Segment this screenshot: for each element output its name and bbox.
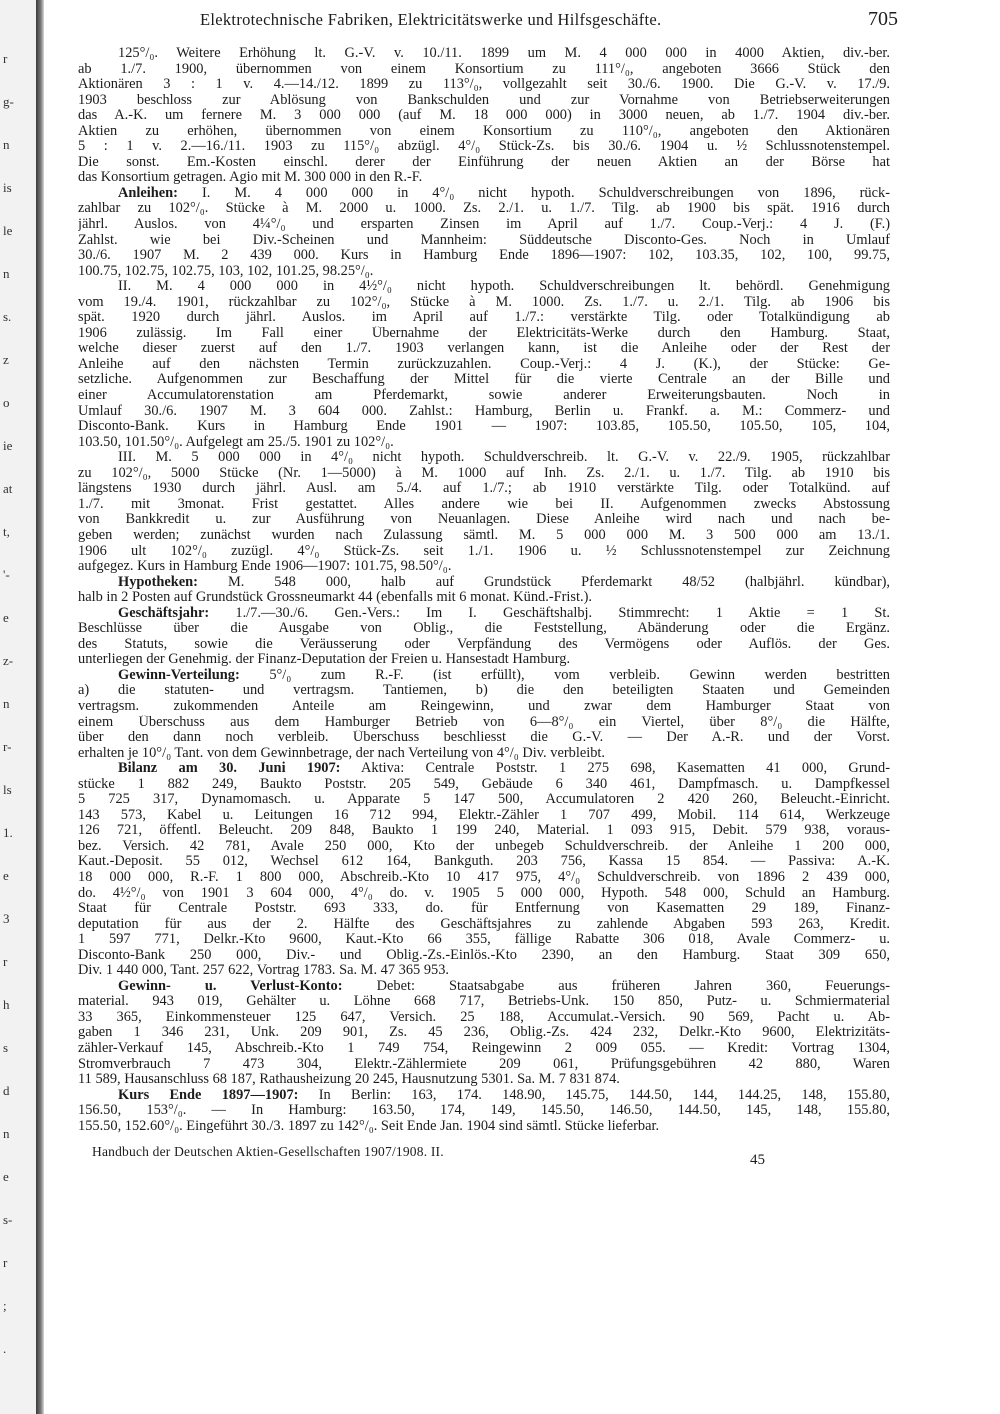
text-line: 5 : 1 v. 2.—16./11. 1903 zu 115°/₀ abzügl. 4°/₀ Stück-Zs. bis 30./6. 1904 u. ½ Schlussnotenstempel. — [78, 139, 890, 155]
text-line: längstens 1930 durch jährl. Ausl. am 5./4. auf 1./7.; ab 1910 verstärkte Tilg. oder Totalkünd. auf — [78, 481, 890, 497]
text-line: zahlbar zu 102°/₀. Stücke à M. 2000 u. 1000. Zs. 2./1. u. 1./7. Tilg. ab 1900 bis spät. 1916 durch — [78, 201, 890, 217]
text-line: erhalten je 10°/₀ Tant. von dem Gewinnbetrage, der nach Verteilung von 4°/₀ Div. verbleibt. — [78, 745, 605, 761]
page-content — [78, 8, 898, 1170]
section-lead: Geschäftsjahr: — [118, 605, 210, 621]
margin-fragment: o — [3, 395, 10, 410]
text-line: III. M. 5 000 000 in 4°/₀ nicht hypoth. Schuldverschreib. lt. G.-V. v. 22./9. 1905, rückzahlbar — [118, 450, 890, 466]
text-line: einem Überschuss aus dem Hamburger Betrieb von 6—8°/₀ ein Viertel, über 8°/₀ die Hälfte, — [78, 714, 890, 730]
text-line: 33 365, Einkommensteuer 125 647, Versich. 25 188, Accumulat.-Versich. 90 569, Pacht u. Ab- — [78, 1009, 890, 1025]
margin-fragment: e — [3, 1169, 9, 1184]
margin-fragment: d — [3, 1083, 10, 1098]
paragraph — [78, 1088, 890, 1135]
text-line: ab 1./7. 1900, übernommen von einem Konsortium zu 111°/₀, angeboten 3666 Stück den — [78, 61, 890, 77]
margin-fragment: h — [3, 997, 10, 1012]
text-line: des Statuts, sowie die Veräusserung oder Verpfändung des Vermögens oder Auflös. der Ges. — [78, 636, 890, 652]
text-line: über den dann noch verbleib. Überschuss beschliesst die G.-V. — Der A.-R. und der Vorst. — [78, 730, 890, 746]
section-lead: Kurs Ende 1897—1907: — [118, 1087, 299, 1103]
margin-fragment: at — [3, 481, 13, 496]
text-line: aufgegez. Kurs in Hamburg Ende 1906—1907: 101.75, 98.50°/₀. — [78, 559, 452, 575]
text-line: gaben 1 346 231, Unk. 209 901, Zs. 45 236, Oblig.-Zs. 424 232, Delkr.-Kto 9600, Elektrizitäts- — [78, 1025, 890, 1041]
text-line — [78, 668, 890, 684]
text-line: 1906 ult 102°/₀ zuzügl. 4°/₀ Stück-Zs. seit 1./1. 1906 u. ½ Schlussnotenstempel zur Zeichnung — [78, 543, 890, 559]
text-line: vertragsm. zukommenden Anteile am Reingewinn, und zwar dem Hamburger Staat von — [78, 698, 890, 714]
page-footer — [78, 1140, 890, 1170]
text-line: 1./7. mit 3monat. Frist gestattet. Alles andere wie bei II. Aufgenommen zwecks Abstossung — [78, 496, 890, 512]
text-line: stücke 1 882 249, Baukto Poststr. 205 549, Gebäude 6 340 461, Dampfmasch. u. Dampfkessel — [78, 776, 890, 792]
text-line — [78, 575, 890, 591]
text-line: do. 4½°/₀ von 1901 3 604 000, 4°/₀ do. v. 1905 5 000 000, Hypoth. 548 000, Schuld an Hamburg. — [78, 885, 890, 901]
section-lead: Gewinn- u. Verlust-Konto: — [118, 978, 343, 994]
margin-fragment: le — [3, 223, 13, 238]
margin-fragment: n — [3, 1126, 10, 1141]
margin-fragment: t, — [3, 524, 10, 539]
text-line: das Konsortium getragen. Agio mit M. 300 000 in den R.-F. — [78, 170, 423, 186]
text-line: Die sonst. Em.-Kosten einschl. derer der Einführung der neuen Aktien an der Börse hat — [78, 154, 890, 170]
page-header — [78, 8, 898, 38]
margin-fragment: g- — [3, 94, 14, 109]
paragraph — [78, 450, 890, 574]
text-line: 18 000 000, R.-F. 1 800 000, Abschreib.-Kto 10 417 975, 4°/₀ Schuldverschreib. von 1896 2 439 000, — [78, 869, 890, 885]
text-line: Beschlüsse über die Ausgabe von Oblig., die Feststellung, Abänderung oder die Ergänz. — [78, 621, 890, 637]
text-line: Umlauf 30./6. 1907 M. 3 604 000. Zahlst.: Hamburg, Berlin u. Frankf. a. M.: Commerz- und — [78, 403, 890, 419]
text-line — [78, 761, 890, 777]
line-text: In Berlin: 163, 174. 148.90, 145.75, 144.50, 144, 144.25, 148, 155.80, — [318, 1087, 890, 1103]
margin-fragment: z- — [3, 653, 14, 668]
text-line: 126 721, öffentl. Beleucht. 209 848, Baukto 1 199 240, Material. 1 093 915, Debit. 579 938, voraus- — [78, 823, 890, 839]
text-line: einer Accumulatorenstation am Pferdemarkt, sowie anderer Erweiterungsbauten. Noch in — [78, 388, 890, 404]
text-line: Stromverbrauch 7 473 304, Elektr.-Zählermiete 209 061, Prüfungsgebühren 42 880, Waren — [78, 1056, 890, 1072]
text-line: Aktionären 3 : 1 v. 4.—14./12. 1899 zu 113°/₀, vollgezahlt seit 30./6. 1900. Die G.-V. v. 17./9. — [78, 77, 890, 93]
text-line: Kaut.-Deposit. 55 012, Wechsel 612 164, Bankguth. 203 756, Kassa 15 854. — Passiva: A.-K. — [78, 854, 890, 870]
text-line: 5 725 317, Dynamomasch. u. Apparate 5 147 500, Accumulatoren 2 420 260, Beleucht.-Einricht. — [78, 792, 890, 808]
text-line: halb in 2 Posten auf Grundstück Grossneumarkt 44 (ebenfalls mit 6 monat. Künd.-Frist.). — [78, 590, 592, 606]
margin-fragment: n — [3, 266, 10, 281]
text-line: zu 102°/₀, 5000 Stücke (Nr. 1—5000) à M. 1000 auf Inh. Zs. 2./1. u. 1./7. Tilg. ab 1910 bis — [78, 465, 890, 481]
margin-fragment: . — [3, 1341, 7, 1356]
paragraph — [78, 979, 890, 1088]
margin-fragment: ie — [3, 438, 13, 453]
sheet-number: 45 — [750, 1152, 765, 1169]
text-line: 30./6. 1907 M. 2 439 000. Kurs in Hamburg Ende 1896—1907: 102, 103.35, 102, 100, 99.75, — [78, 248, 890, 264]
margin-fragment: e — [3, 868, 9, 883]
margin-fragment: n — [3, 696, 10, 711]
paragraph — [78, 575, 890, 606]
running-head: Elektrotechnische Fabriken, Elektricitätswerke und Hilfsgeschäfte. — [200, 10, 662, 29]
text-line: 1903 beschloss zur Ablösung von Bankschulden und zur Vornahme von Betriebserweiterungen — [78, 92, 890, 108]
text-line: Zahlst. wie bei Div.-Scheinen und Mannheim: Süddeutsche Disconto-Ges. Noch in Umlauf — [78, 232, 890, 248]
margin-fragment: 1. — [3, 825, 13, 840]
line-text: 5°/₀ zum R.-F. (ist erfüllt), vom verbleib. Gewinn werden bestritten — [269, 667, 890, 683]
source-line: Handbuch der Deutschen Aktien-Gesellschaften 1907/1908. II. — [92, 1144, 444, 1160]
text-line: 103.50, 101.50°/₀. Aufgelegt am 25./5. 1901 zu 102°/₀. — [78, 434, 394, 450]
text-line: Staat für Centrale Poststr. 693 333, do. für Entfernung von Kasematten 29 189, Finanz- — [78, 901, 890, 917]
text-line: Disconto-Bank. Kurs in Hamburg Ende 1901 — 1907: 103.85, 105.50, 105.50, 105, 104, — [78, 419, 890, 435]
adjacent-page-margin — [0, 0, 36, 1414]
text-line: deputation für aus der 2. Hälfte des Geschäftsjahres zu zahlende Abgaben 593 263, Kredit. — [78, 916, 890, 932]
text-line: Anleihe auf den nächsten Termin zurückzuzahlen. Coup.-Verj.: 4 J. (K.), der Stücke: Ge- — [78, 356, 890, 372]
line-text: Aktiva: Centrale Poststr. 1 275 698, Kasematten 41 000, Grund- — [361, 761, 890, 777]
text-line: geben werden; zunächst wurden nach Zulassung sämtl. M. 5 000 000 M. 3 500 000 am 13./1. — [78, 527, 890, 543]
text-line: zähler-Verkauf 145, Abschreib.-Kto 1 749 754, Reingewinn 2 009 055. — Kredit: Vortrag 1304, — [78, 1041, 890, 1056]
binding-gutter — [36, 0, 44, 1414]
text-line: material. 943 019, Gehälter u. Löhne 668 717, Betriebs-Unk. 150 850, Putz- u. Schmiermaterial — [78, 994, 890, 1010]
margin-fragment: e — [3, 610, 9, 625]
page-number: 705 — [868, 8, 898, 30]
margin-fragment: 3 — [3, 911, 10, 926]
text-line: 11 589, Hausanschluss 68 187, Rathausheizung 20 245, Hausnutzung 5301. Sa. M. 7 831 874. — [78, 1072, 620, 1088]
margin-fragment: ls — [3, 782, 12, 797]
paragraph — [78, 279, 890, 450]
text-line: 155.50, 152.60°/₀. Eingeführt 30./3. 1897 zu 142°/₀. Seit Ende Jan. 1904 sind sämtl. Stücke lieferbar. — [78, 1118, 660, 1134]
margin-fragment: r — [3, 1255, 8, 1270]
text-line: 143 573, Kabel u. Leitungen 16 712 994, Elektr.-Zähler 1 707 499, Mobil. 114 614, Werkzeuge — [78, 807, 890, 823]
paragraph — [78, 606, 890, 668]
text-line: jährl. Auslos. von 4¼°/₀ und ersparten Zinsen im April auf 1./7. Coup.-Verj.: 4 J. (F.) — [78, 217, 890, 233]
text-line: vom 19./4. 1901, rückzahlbar zu 102°/₀, Stücke à M. 1000. Zs. 1./7. u. 2./1. Tilg. ab 1906 bis — [78, 294, 890, 310]
line-text: 1./7.—30./6. Gen.-Vers.: Im I. Geschäftshalbj. Stimmrecht: 1 Aktie = 1 St. — [235, 605, 890, 621]
text-line: bez. Versich. 42 781, Avale 250 000, Kto der unbegeb Schuldverschreib. der Anleihe 1 200 000, — [78, 838, 890, 854]
text-line: das A.-K. um fernere M. 3 000 000 (auf M. 18 000 000) in 3000 neuen, ab 1./7. 1904 div.-ber. — [78, 108, 890, 124]
paragraph — [78, 761, 890, 979]
text-line: 125°/₀. Weitere Erhöhung lt. G.-V. v. 10./11. 1899 um M. 4 000 000 in 4000 Aktien, div.-ber. — [118, 46, 890, 61]
margin-fragment: z — [3, 352, 9, 367]
margin-fragment: s. — [3, 309, 12, 324]
margin-fragment: r — [3, 51, 8, 66]
text-line: Div. 1 440 000, Tant. 257 622, Vortrag 1783. Sa. M. 47 365 953. — [78, 963, 450, 979]
text-line — [78, 186, 890, 202]
margin-fragment: is — [3, 180, 12, 195]
line-text: I. M. 4 000 000 in 4°/₀ nicht hypoth. Schuldverschreibungen von 1896, rück- — [201, 185, 890, 201]
text-line: von Bankkredit u. zur Ausführung von Neuanlagen. Diese Anleihe wird nach und nach be- — [78, 512, 890, 528]
paragraph — [78, 668, 890, 761]
paragraph — [78, 186, 890, 279]
text-line: 156.50, 153°/₀. — In Hamburg: 163.50, 174, 149, 145.50, 146.50, 144.50, 145, 148, 155.80, — [78, 1103, 890, 1119]
text-line: 1906 zulässig. Im Fall einer Übernahme der Elektricitäts-Werke durch den Hamburg. Staat, — [78, 325, 890, 341]
text-line: a) die statuten- und vertragsm. Tantiemen, b) die den beteiligten Staaten und Gemeinden — [78, 683, 890, 699]
margin-fragment: '- — [3, 567, 10, 582]
line-text: M. 548 000, halb auf Grundstück Pferdemarkt 48/52 (halbjährl. kündbar), — [227, 574, 890, 590]
margin-fragment: s — [3, 1040, 9, 1055]
text-line — [78, 1088, 890, 1104]
text-line: Disconto-Bank 250 000, Div.- und Oblig.-Zs.-Einlös.-Kto 2390, an den Hamburg. Staat 309 650, — [78, 947, 890, 963]
line-text: Debet: Staatsabgabe aus früheren Jahren 360, Feuerungs- — [376, 978, 890, 994]
text-line: setzliche. Aufgenommen zur Beschaffung der Mittel für die vierte Centrale an der Bille und — [78, 372, 890, 388]
text-line: welche dieser zuerst auf den 1./7. 1903 verlangen kann, ist die Anleihe oder der Rest der — [78, 341, 890, 357]
margin-fragment: r- — [3, 739, 12, 754]
text-line: unterliegen der Genehmig. der Finanz-Deputation der Freien u. Hansestadt Hamburg. — [78, 652, 571, 668]
text-line: 1 597 771, Delkr.-Kto 9600, Kaut.-Kto 66 355, fällige Rabatte 306 018, Avale Commerz- u. — [78, 932, 890, 948]
paragraph — [78, 46, 890, 186]
text-line — [78, 979, 890, 995]
margin-fragment: ; — [3, 1298, 7, 1313]
margin-fragment: r — [3, 954, 8, 969]
text-line: spät. 1920 durch jährl. Auslos. im April auf 1./7.: verstärkte Tilg. oder Totalkündigung ab — [78, 310, 890, 326]
section-lead: Anleihen: — [118, 185, 178, 201]
article-body — [78, 46, 890, 1134]
text-line: II. M. 4 000 000 in 4½°/₀ nicht hypoth. Schuldverschreibungen lt. behördl. Genehmigung — [118, 279, 890, 295]
text-line: 100.75, 102.75, 102.75, 103, 102, 101.25, 98.25°/₀. — [78, 263, 374, 279]
margin-fragment: n — [3, 137, 10, 152]
text-line: Aktien zu erhöhen, übernommen von einem Konsortium zu 110°/₀, angeboten den Aktionären — [78, 123, 890, 139]
section-lead: Hypotheken: — [118, 574, 198, 590]
section-lead: Gewinn-Verteilung: — [118, 667, 240, 683]
margin-fragment: s- — [3, 1212, 13, 1227]
text-line — [78, 606, 890, 622]
section-lead: Bilanz am 30. Juni 1907: — [118, 761, 341, 777]
